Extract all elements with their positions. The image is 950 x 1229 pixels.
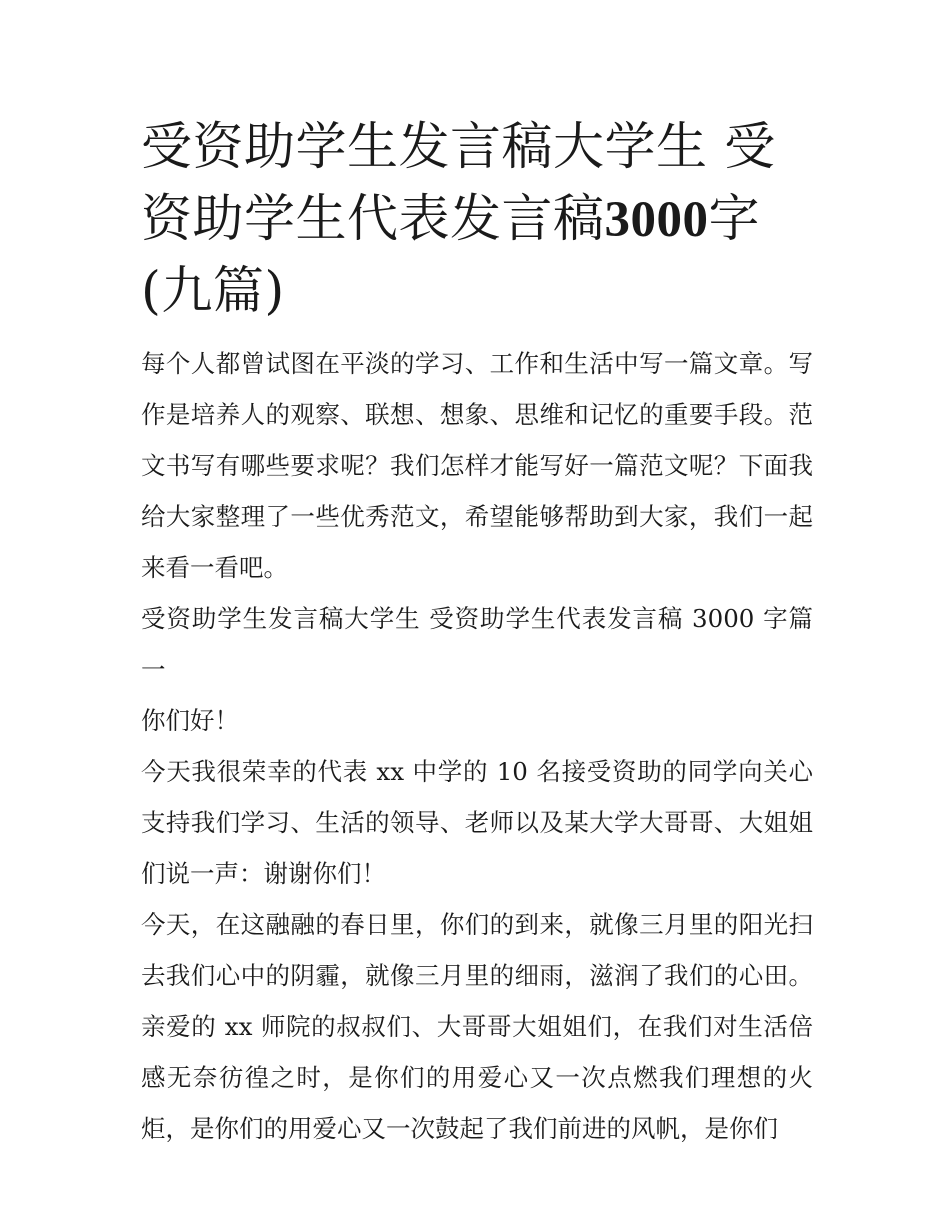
document-title-number: 3000 xyxy=(604,192,709,248)
document-title xyxy=(141,112,813,328)
document-title-suffix: 字(九篇) xyxy=(141,190,761,321)
section-heading: 受资助学生发言稿大学生 受资助学生代表发言稿 3000 字篇一 xyxy=(141,604,813,684)
document-page xyxy=(141,112,813,1154)
body-paragraph: 今天，在这融融的春日里，你们的到来，就像三月里的阳光扫去我们心中的阴霾，就像三月里的细雨，滋润了我们的心田。亲爱的 xx 师院的叔叔们、大哥哥大姐姐们，在我们对生活倍感无奈彷徨之时，是你们的用爱心又一次点燃我们理想的火炬，是你们的用爱心又一次鼓起了我们前进的风帆，是你们 xyxy=(141,910,813,1143)
thanks-paragraph: 今天我很荣幸的代表 xx 中学的 10 名接受资助的同学向关心支持我们学习、生活的领导、老师以及某大学大哥哥、大姐姐们说一声：谢谢你们！ xyxy=(141,757,813,888)
document-title-text: 受资助学生发言稿大学生 受资助学生代表发言稿 xyxy=(141,118,776,249)
greeting-paragraph: 你们好！ xyxy=(141,706,239,735)
intro-paragraph: 每个人都曾试图在平淡的学习、工作和生活中写一篇文章。写作是培养人的观察、联想、想象、思维和记忆的重要手段。范文书写有哪些要求呢？我们怎样才能写好一篇范文呢？下面我给大家整理了一些优秀范文，希望能够帮助到大家，我们一起来看一看吧。 xyxy=(141,349,813,582)
